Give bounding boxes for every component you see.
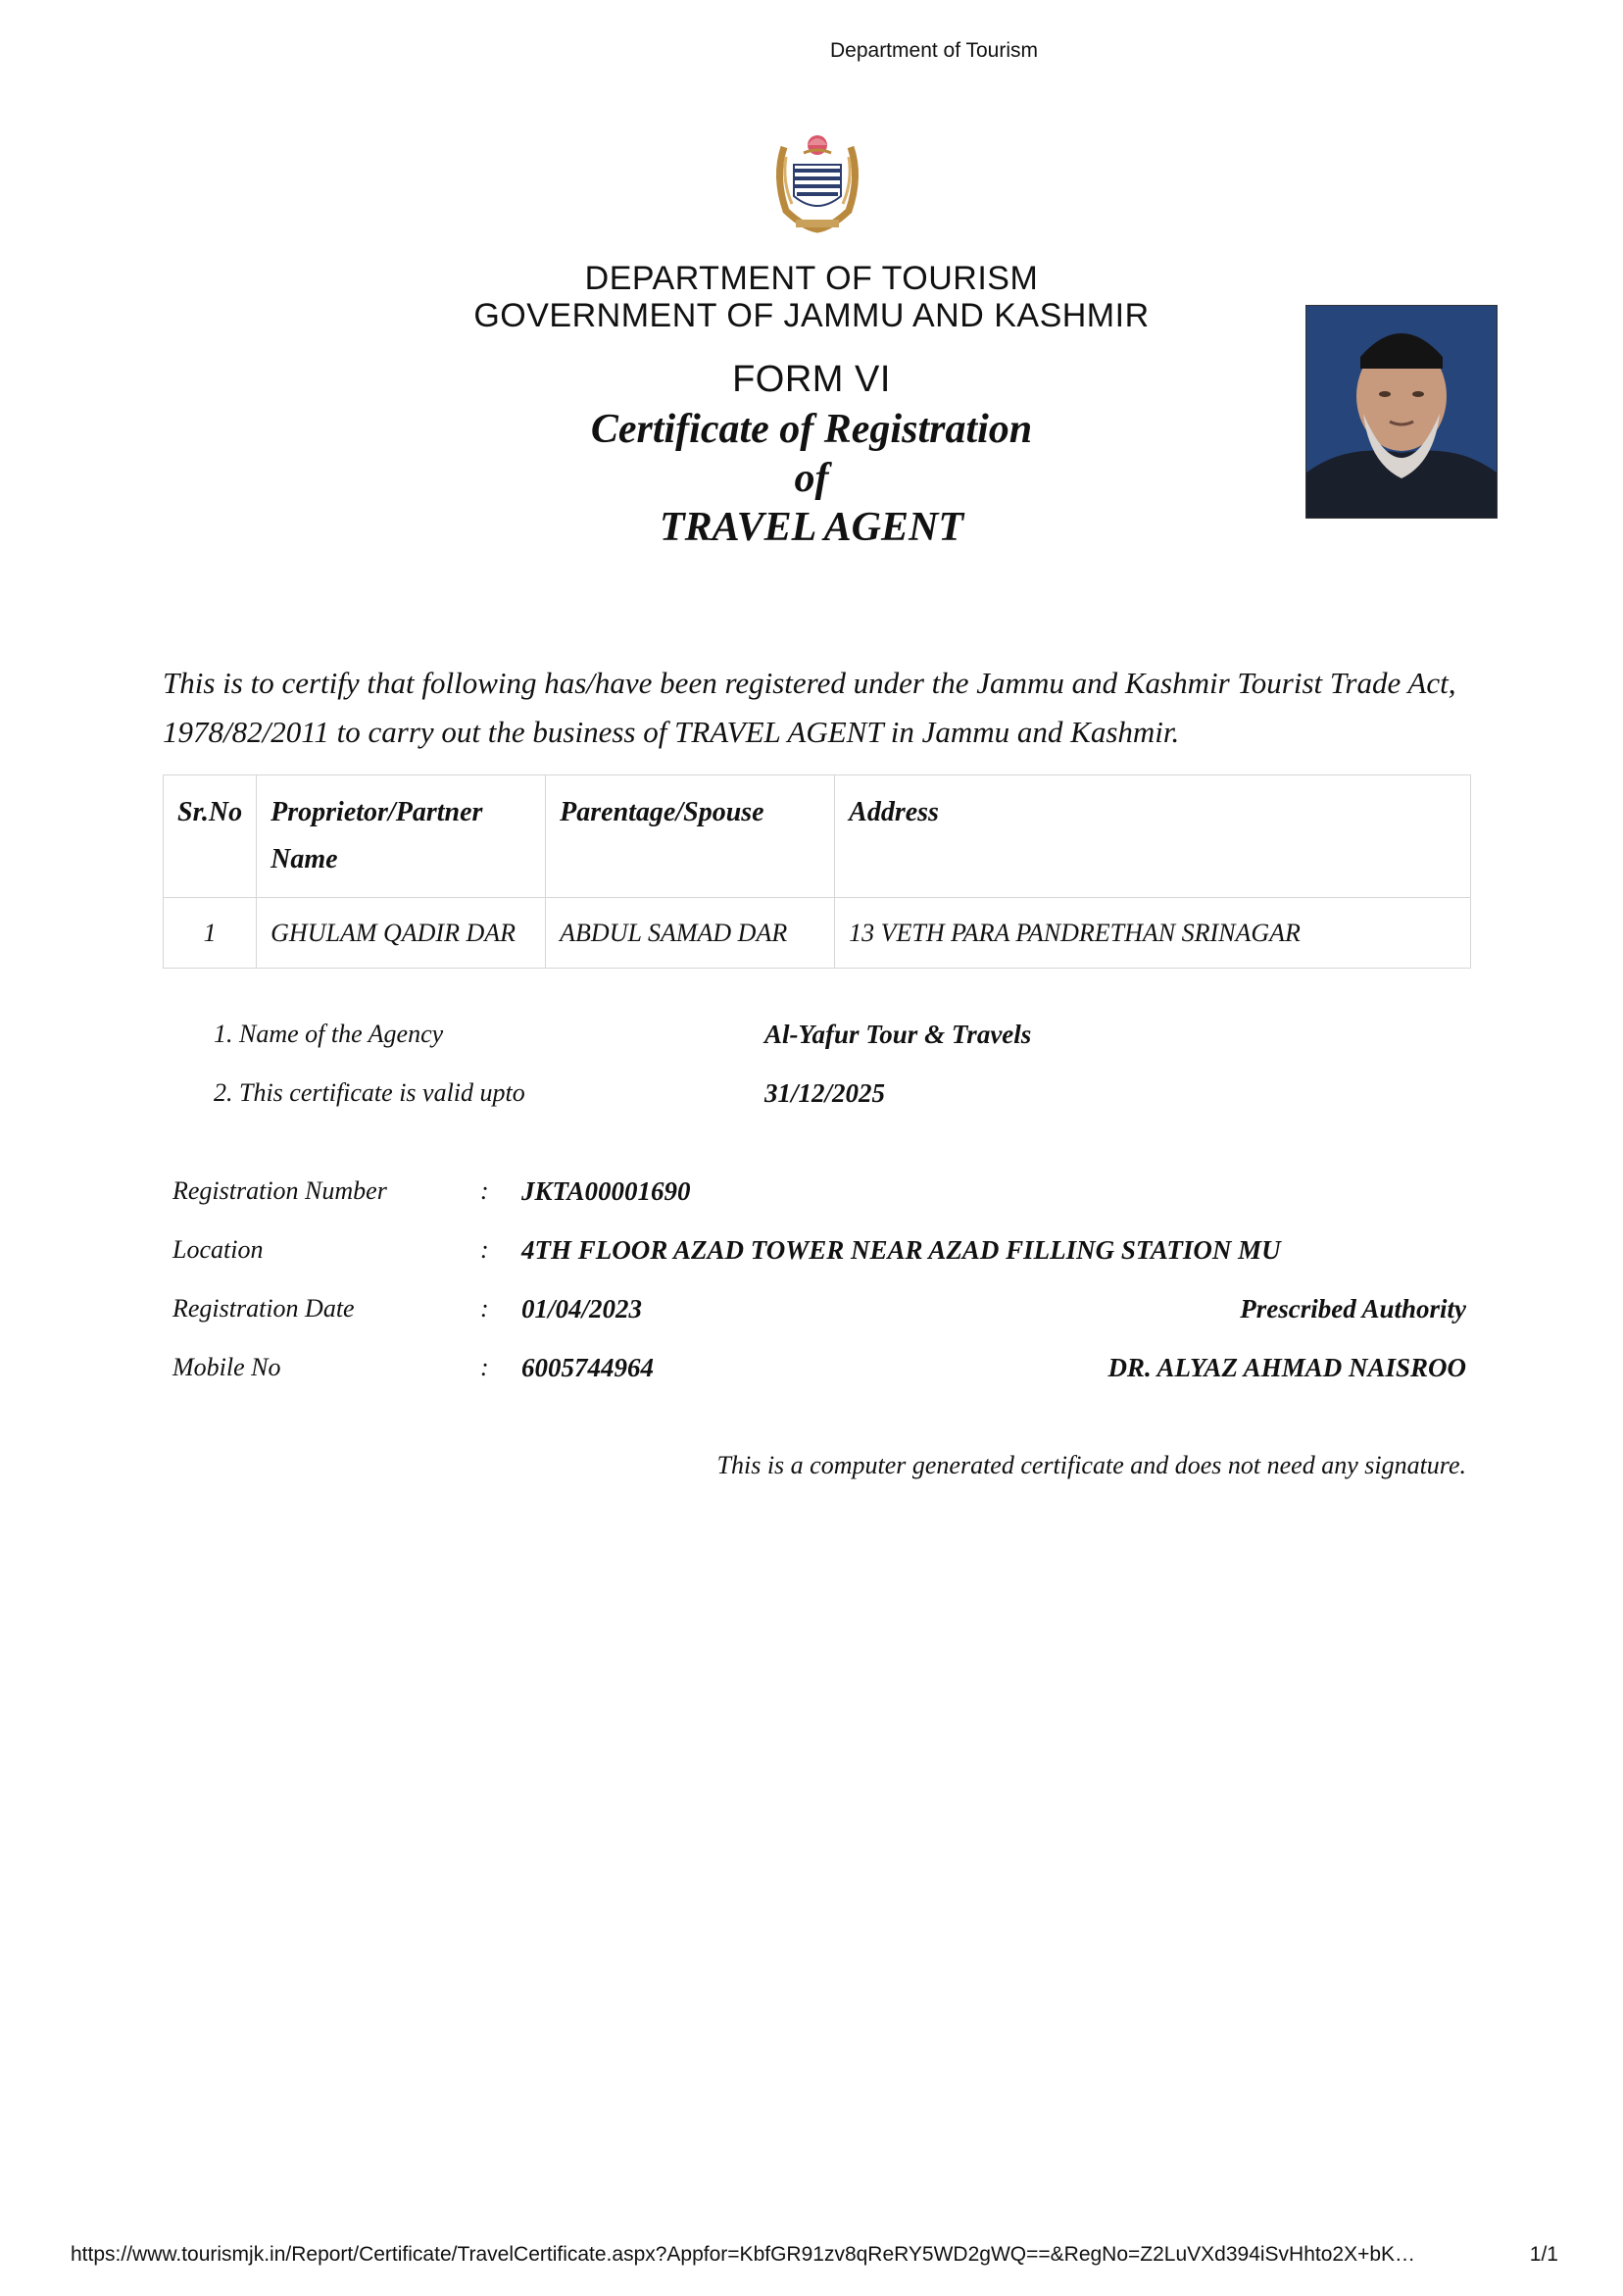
page-header-text: Department of Tourism: [829, 39, 1039, 62]
colon-separator: :: [480, 1294, 489, 1323]
certificate-title-of: of: [794, 456, 829, 501]
page-number: 1/1: [1529, 2243, 1558, 2266]
cell-parentage: ABDUL SAMAD DAR: [546, 898, 835, 969]
registration-number-value: JKTA00001690: [521, 1176, 691, 1206]
mobile-value: 6005744964: [521, 1353, 654, 1382]
government-title: GOVERNMENT OF JAMMU AND KASHMIR: [473, 297, 1150, 334]
mobile-label: Mobile No: [172, 1353, 281, 1381]
location-label: Location: [172, 1235, 264, 1264]
computer-generated-note: This is a computer generated certificate and does not need any signature.: [716, 1451, 1466, 1479]
header-parentage: Parentage/Spouse: [546, 775, 835, 898]
prescribed-authority-title: Prescribed Authority: [1240, 1294, 1466, 1323]
certificate-title: Certificate of Registration: [590, 407, 1033, 452]
prescribed-authority-name: DR. ALYAZ AHMAD NAISROO: [1107, 1353, 1466, 1382]
proprietor-photo: [1305, 305, 1498, 519]
header-sr-no: Sr.No: [164, 775, 257, 898]
intro-paragraph: This is to certify that following has/have been registered under the Jammu and Kashmir Tourist Trade Act, 1978/82/2011 to carry out the business of TRAVEL AGENT in Jammu and Kashmir.: [163, 666, 1456, 749]
page-url: https://www.tourismjk.in/Report/Certificate/TravelCertificate.aspx?Appfor=KbfGR91zv8qReRY5WD2gWQ==&RegNo=Z2LuVXd394iSvHhto2X+bK…: [71, 2243, 1416, 2266]
department-title: DEPARTMENT OF TOURISM: [584, 260, 1039, 297]
cell-address: 13 VETH PARA PANDRETHAN SRINAGAR: [835, 898, 1471, 969]
registration-date-label: Registration Date: [172, 1294, 355, 1323]
form-label: FORM VI: [732, 359, 891, 400]
cell-proprietor-name: GHULAM QADIR DAR: [257, 898, 546, 969]
cell-sr-no: 1: [164, 898, 257, 969]
registration-date-value: 01/04/2023: [521, 1294, 643, 1323]
header-address: Address: [835, 775, 1471, 898]
table-row: [164, 898, 1471, 969]
colon-separator: :: [480, 1353, 489, 1381]
header-proprietor-name: Proprietor/Partner Name: [257, 775, 546, 898]
registration-number-label: Registration Number: [172, 1176, 387, 1205]
agency-label: 1. Name of the Agency: [214, 1020, 444, 1048]
validity-label: 2. This certificate is valid upto: [214, 1078, 525, 1107]
certificate-title-type: TRAVEL AGENT: [660, 505, 963, 550]
state-emblem-icon: [764, 118, 870, 237]
colon-separator: :: [480, 1235, 489, 1264]
agency-value: Al-Yafur Tour & Travels: [764, 1020, 1032, 1049]
colon-separator: :: [480, 1176, 489, 1205]
location-value: 4TH FLOOR AZAD TOWER NEAR AZAD FILLING STATION MU: [521, 1235, 1281, 1265]
registration-table: [163, 774, 1471, 969]
table-header-row: [164, 775, 1471, 898]
validity-value: 31/12/2025: [764, 1078, 886, 1108]
